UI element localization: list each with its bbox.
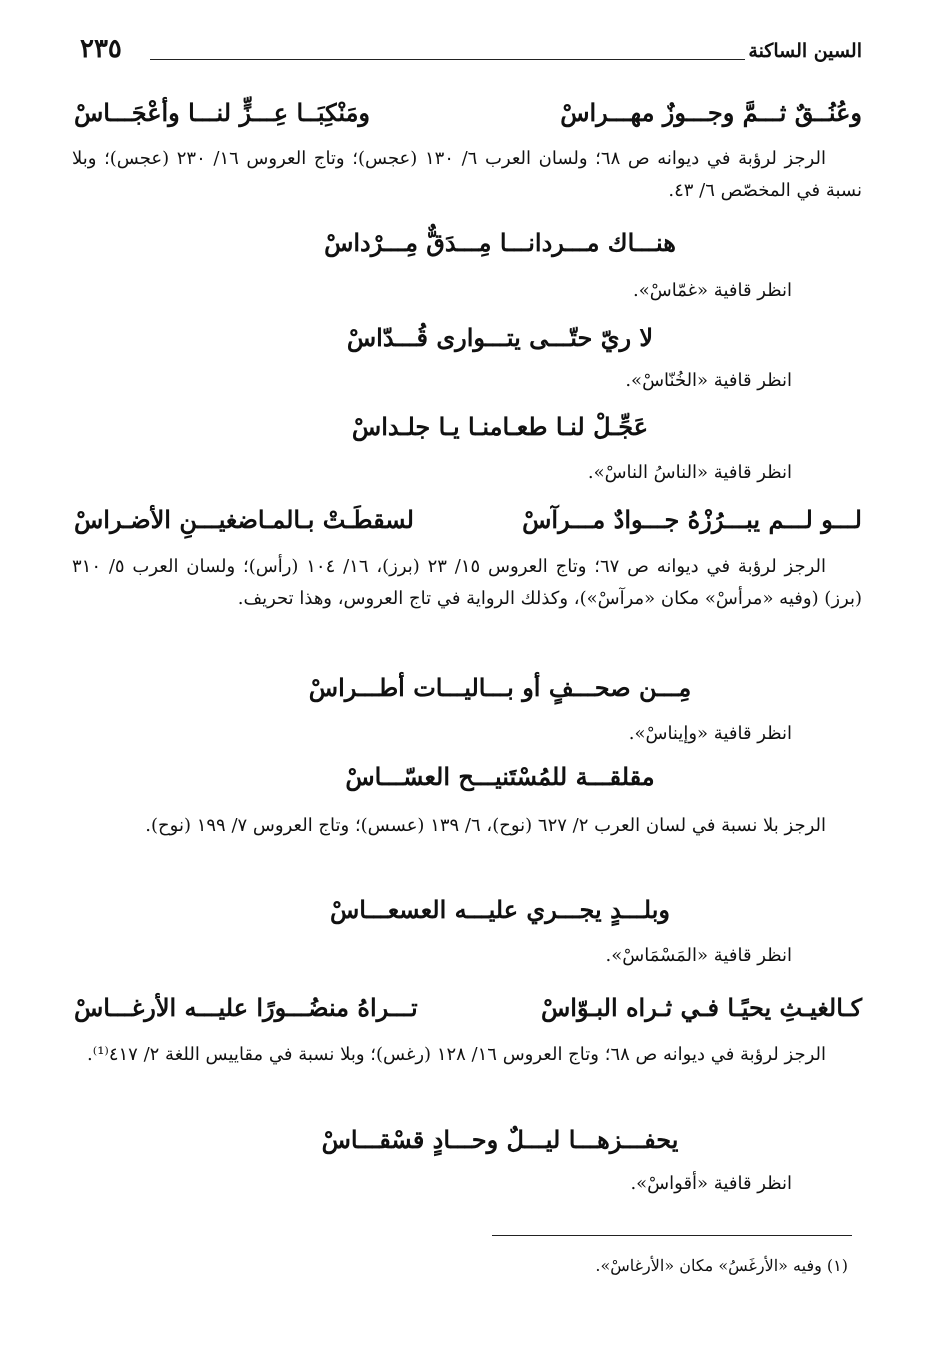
verse-line-4: عَجِّـلْ لنـا طعـامنـا يـا جلـداسْ (351, 412, 649, 441)
footnote: (١) وفيه «الأرغَسُ» مكان «الأرغاسْ». (595, 1256, 848, 1275)
verse-hemistich-first: كـالغيـثِ يحيًـا فـي ثـراه البـوّاسْ (541, 993, 862, 1022)
verse-line-1 (74, 98, 862, 127)
verse-line-10: يحفـــزهـــا ليـــلٌ وحـــادٍ قسْقـــاسْ (321, 1125, 679, 1154)
running-header-title: السين الساكنة (748, 40, 862, 62)
header-rule (150, 59, 745, 60)
verse-hemistich-second: تـــراهُ منضُـــورًا عليـــه الأرغـــاسْ (74, 993, 418, 1022)
verse-hemistich-second: لسقطَـتْ بـالمـاضغيـــنِ الأضـراسْ (74, 505, 414, 534)
cross-reference-4: انظر قافية «الناسُ الناسْ». (587, 462, 792, 483)
page-number: ٢٣٥ (80, 34, 122, 64)
verse-hemistich-second: ومَنْكِبَــا عِـــزٍّ لنـــا وأعْجَـــاسْ (74, 98, 371, 127)
cross-reference-8: انظر قافية «المَسْمَاسْ». (605, 945, 792, 966)
cross-reference-6: انظر قافية «وإيناسْ». (628, 723, 792, 744)
cross-reference-2: انظر قافية «غمّاسْ». (633, 280, 792, 301)
verse-line-3: لا ريّ حتّـــى يتـــوارى قُـــدّاسْ (346, 323, 654, 352)
verse-line-9 (74, 993, 862, 1022)
verse-line-6: مِـــن صحـــفٍ أو بـــاليـــات أطـــراسْ (308, 673, 692, 702)
footnote-rule (492, 1235, 852, 1236)
verse-hemistich-first: وعُنُــقٌ ثـــمَّ وجـــوزٌ مهـــراسْ (560, 98, 862, 127)
verse-line-2: هنـــاك مـــردانـــا مِـــدَقٌّ مِـــرْداسْ (324, 228, 676, 257)
source-paragraph-1: الرجز لرؤبة في ديوانه ص ٦٨؛ ولسان العرب ٦/ ١٣٠ (عجس)؛ وتاج العروس ١٦/ ٢٣٠ (عجس)؛ وبلا نسبة في المخصّص ٦/ ٤٣. (72, 148, 862, 201)
source-paragraph-5: الرجز لرؤبة في ديوانه ص ٦٧؛ وتاج العروس ١٥/ ٢٣ (برز)، ١٦/ ١٠٤ (رأس)؛ ولسان العرب ٥/ ٣١٠ (برز) (وفيه «مرأسْ» مكان «مرآسْ»)، وكذلك الرواية في تاج العروس، وهذا تحريف. (72, 556, 862, 609)
cross-reference-3: انظر قافية «الخُنّاسْ». (625, 370, 792, 391)
cross-reference-10: انظر قافية «أقواسْ». (630, 1173, 792, 1194)
verse-line-8: وبلـــدٍ يجـــري عليـــه العسعـــاسْ (330, 895, 670, 924)
source-paragraph-7: الرجز بلا نسبة في لسان العرب ٢/ ٦٢٧ (نوح)، ٦/ ١٣٩ (عسس)؛ وتاج العروس ٧/ ١٩٩ (نوح). (145, 815, 826, 836)
verse-line-5 (74, 505, 862, 534)
verse-hemistich-first: لـــو لـــم يبـــرُزْهُ جـــوادٌ مـــرآسْ (522, 505, 862, 534)
verse-line-7: مقلقـــة للمُسْتَنيـــح العسّـــاسْ (345, 762, 655, 791)
source-paragraph-9: الرجز لرؤبة في ديوانه ص ٦٨؛ وتاج العروس ١٦/ ١٢٨ (رغس)؛ وبلا نسبة في مقاييس اللغة ٢/ ٤١٧⁽¹⁾. (87, 1044, 826, 1065)
